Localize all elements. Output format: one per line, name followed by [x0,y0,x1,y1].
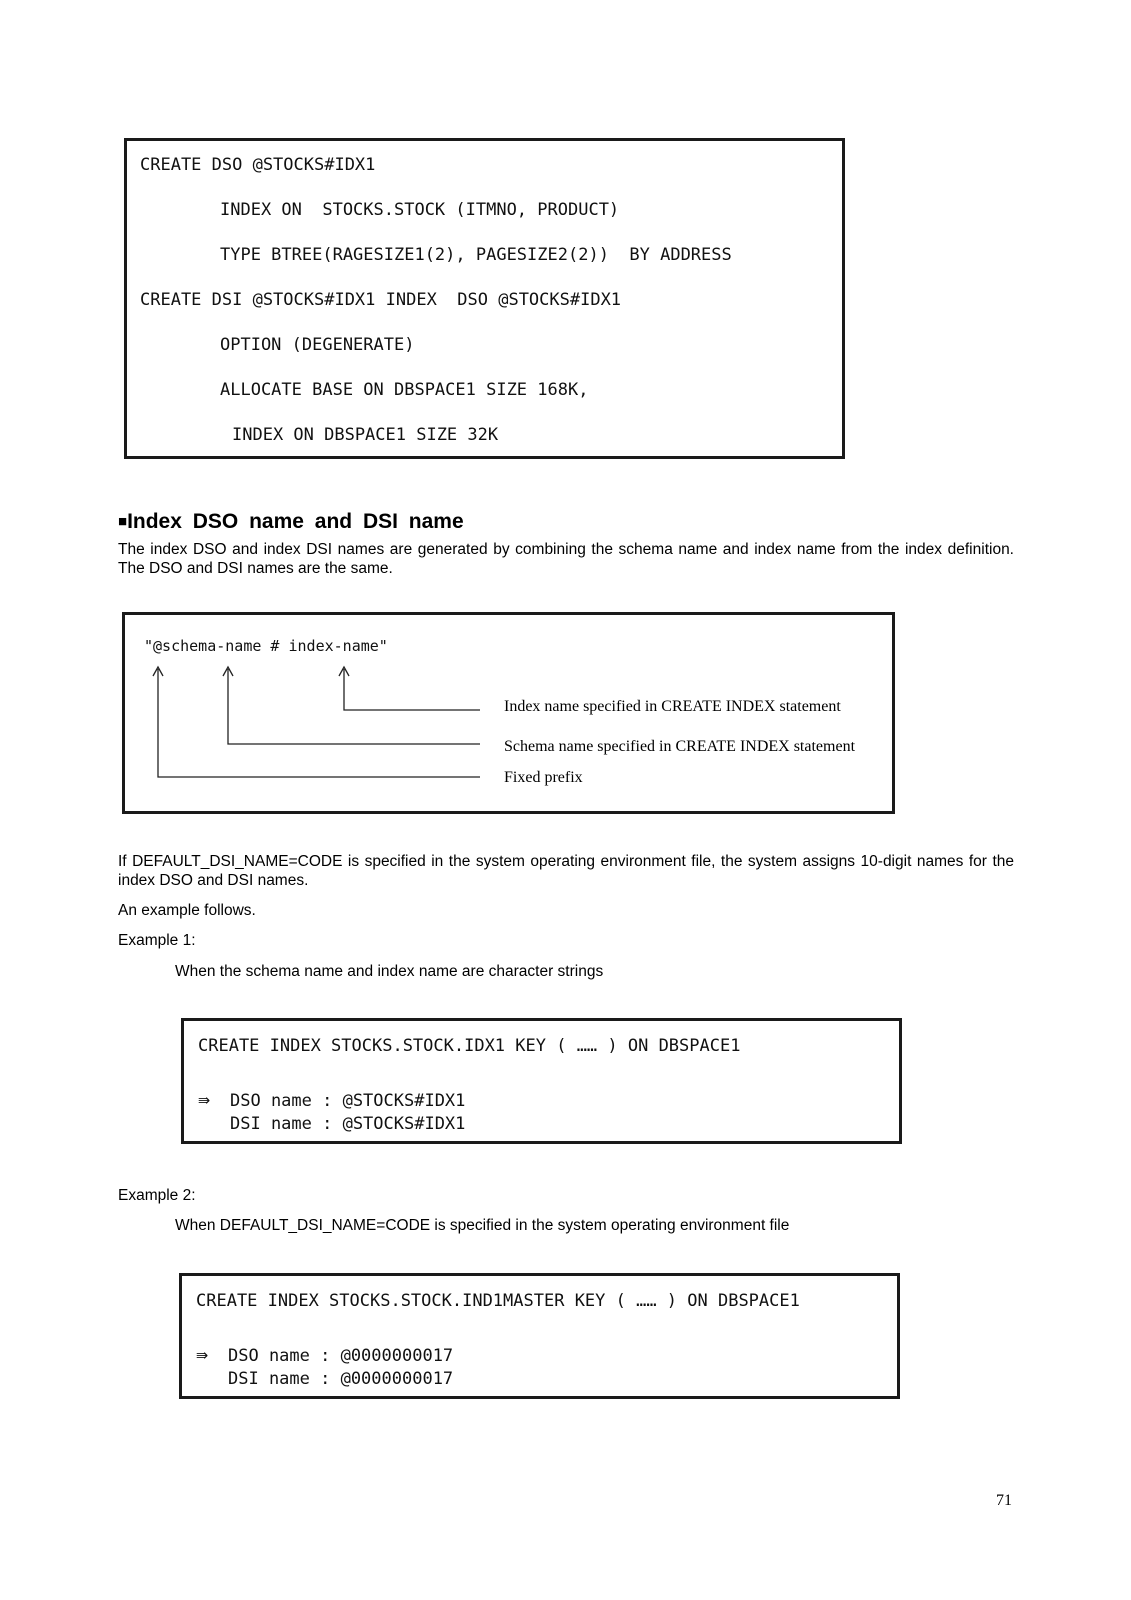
code-line: OPTION (DEGENERATE) [220,335,415,355]
code-line: INDEX ON STOCKS.STOCK (ITMNO, PRODUCT) [220,200,620,220]
diagram-connector-lines [125,615,898,817]
example1-dso-name: DSO name : @STOCKS#IDX1 [230,1091,466,1111]
name-format: "@schema-name # index-name" [144,637,388,655]
section-heading [118,510,464,534]
naming-diagram [122,612,895,814]
code-line: INDEX ON DBSPACE1 SIZE 32K [232,425,499,445]
arrow-icon: ⇛ [196,1342,209,1366]
example2-dso-name: DSO name : @0000000017 [228,1346,454,1366]
example1-description: When the schema name and index name are character strings [175,963,604,980]
square-bullet-icon: ■ [118,513,128,530]
label-schema-name: Schema name specified in CREATE INDEX statement [504,738,856,755]
heading-text: Index DSO name and DSI name [127,510,464,533]
label-fixed-prefix: Fixed prefix [504,769,583,786]
example2-description: When DEFAULT_DSI_NAME=CODE is specified in the system operating environment file [175,1217,790,1234]
code-line: ALLOCATE BASE ON DBSPACE1 SIZE 168K, [220,380,589,400]
label-index-name: Index name specified in CREATE INDEX statement [504,698,841,715]
example2-label: Example 2: [118,1187,196,1204]
example2-code-box [179,1273,900,1399]
example2-command: CREATE INDEX STOCKS.STOCK.IND1MASTER KEY ( …… ) ON DBSPACE1 [196,1291,800,1311]
example1-code-box [181,1018,902,1144]
default-dsi-paragraph: If DEFAULT_DSI_NAME=CODE is specified in the system operating environment file, the system assigns 10-digit names for the index DSO and DSI names. [118,853,1014,889]
code-line: CREATE DSO @STOCKS#IDX1 [140,155,376,175]
page-number: 71 [996,1492,1012,1509]
example-follows: An example follows. [118,902,256,919]
code-line: CREATE DSI @STOCKS#IDX1 INDEX DSO @STOCKS#IDX1 [140,290,622,310]
example2-dsi-name: DSI name : @0000000017 [228,1369,454,1389]
arrow-icon: ⇛ [198,1087,211,1111]
intro-paragraph: The index DSO and index DSI names are generated by combining the schema name and index name from the index definition. The DSO and DSI names are the same. [118,541,1014,577]
example1-label: Example 1: [118,932,196,949]
example1-command: CREATE INDEX STOCKS.STOCK.IDX1 KEY ( …… ) ON DBSPACE1 [198,1036,741,1056]
code-line: TYPE BTREE(RAGESIZE1(2), PAGESIZE2(2)) BY ADDRESS [220,245,732,265]
example1-dsi-name: DSI name : @STOCKS#IDX1 [230,1114,466,1134]
code-block-create-dso [124,138,845,459]
